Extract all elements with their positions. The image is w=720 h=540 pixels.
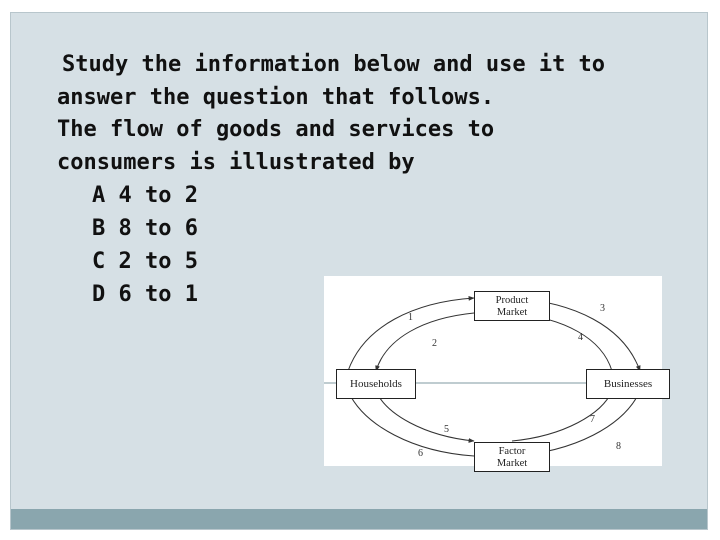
option-text: 2 to 5 [118,249,198,274]
footer-bar [11,509,707,529]
question-line: answer the question that follows. [57,84,495,110]
businesses-box [586,369,670,399]
flow-number-7: 7 [590,414,595,425]
flow-number-4: 4 [578,332,583,343]
product-market-box [474,291,550,321]
factor-market-label: Market [496,458,528,469]
option-text: 6 to 1 [118,282,198,307]
flow-number-8: 8 [616,441,621,452]
option-c [57,245,697,278]
option-letter: D [92,282,106,307]
factor-market-label: Factor [498,446,526,457]
households-label: Households [350,378,402,390]
question-text [57,49,697,311]
option-text: 4 to 2 [118,183,198,208]
option-letter: A [92,183,106,208]
question-line: The flow of goods and services to [57,117,495,142]
question-line: consumers is illustrated by [57,149,415,175]
households-box [336,369,416,399]
option-letter: C [92,249,106,274]
slide [10,12,708,530]
option-a [57,179,697,212]
option-text: 8 to 6 [118,216,198,241]
question-line: Study the information below and use it to [62,52,606,77]
flow-number-5: 5 [444,424,449,435]
option-letter: B [92,216,106,241]
flow-number-6: 6 [418,448,423,459]
flow-number-1: 1 [408,312,413,323]
product-market-label: Market [496,307,528,318]
factor-market-box [474,442,550,472]
flow-number-3: 3 [600,303,605,314]
option-b [57,212,697,245]
circular-flow-diagram [324,276,662,469]
product-market-label: Product [495,295,529,306]
flow-number-2: 2 [432,338,437,349]
flow-1-arrow [348,298,474,371]
businesses-label: Businesses [603,378,653,390]
